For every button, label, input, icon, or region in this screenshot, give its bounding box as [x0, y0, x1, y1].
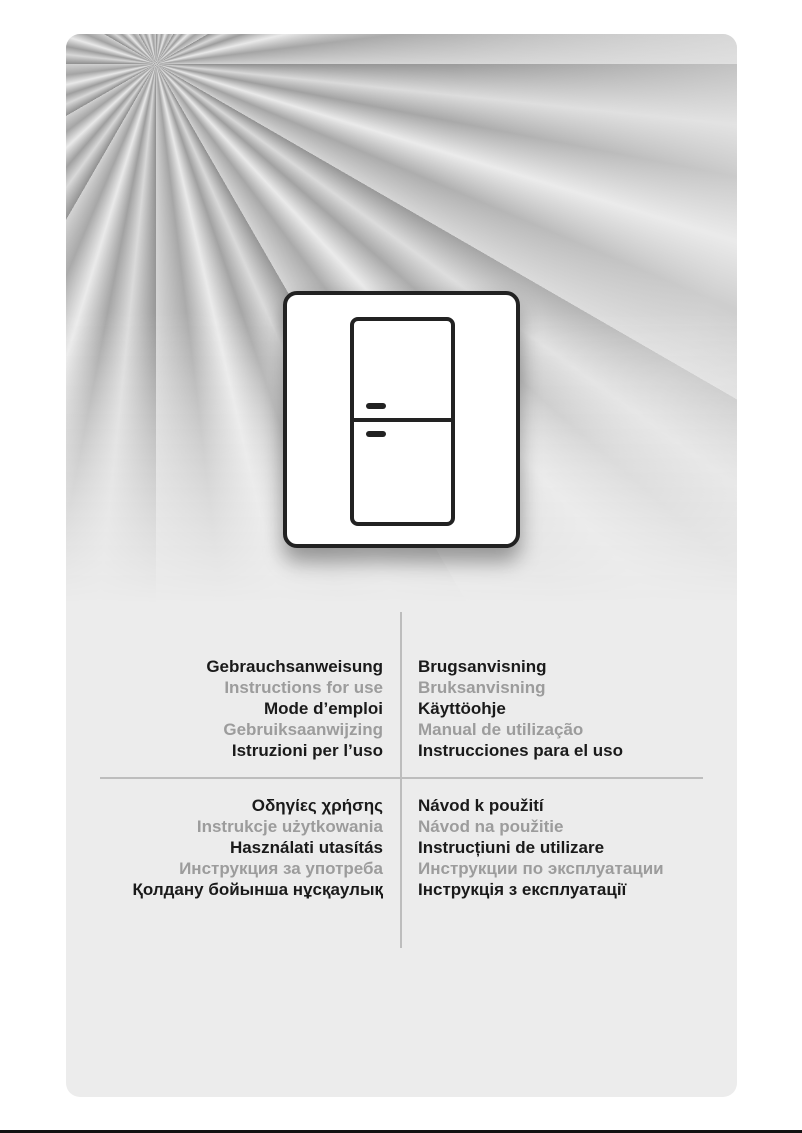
title-it: Istruzioni per l’uso [231, 741, 383, 760]
title-sk: Návod na použitie [418, 817, 564, 836]
vertical-divider [400, 612, 402, 948]
horizontal-divider [100, 777, 703, 779]
title-pl: Instrukcje użytkowania [196, 817, 383, 836]
title-fr: Mode d’emploi [264, 699, 383, 718]
title-ro: Instrucțiuni de utilizare [418, 838, 605, 857]
title-list-top-left [206, 656, 383, 761]
title-uk: Інструкція з експлуатації [418, 880, 627, 899]
title-es: Instrucciones para el uso [418, 741, 624, 760]
title-ru: Инструкции по эксплуатации [418, 859, 664, 878]
title-list-top-right [418, 656, 623, 761]
title-cs: Návod k použití [418, 796, 544, 815]
title-nl: Gebruiksaanwijzing [223, 720, 383, 739]
title-kk: Қолдану бойынша нұсқаулық [132, 880, 383, 899]
title-de: Gebrauchsanweisung [206, 657, 383, 676]
title-da: Brugsanvisning [418, 657, 547, 676]
title-pt: Manual de utilização [418, 720, 584, 739]
cover-page [66, 34, 737, 1097]
title-fi: Käyttöohje [418, 699, 506, 718]
title-list-bottom-right [418, 795, 664, 900]
title-el: Οδηγίες χρήσης [251, 796, 383, 815]
title-hu: Használati utasítás [229, 838, 383, 857]
fridge-icon [350, 317, 455, 526]
title-list-bottom-left [133, 795, 384, 900]
title-no: Bruksanvisning [418, 678, 546, 697]
fridge-icon-box [283, 291, 520, 548]
title-bg: Инструкция за употреба [179, 859, 383, 878]
title-en: Instructions for use [224, 678, 383, 697]
